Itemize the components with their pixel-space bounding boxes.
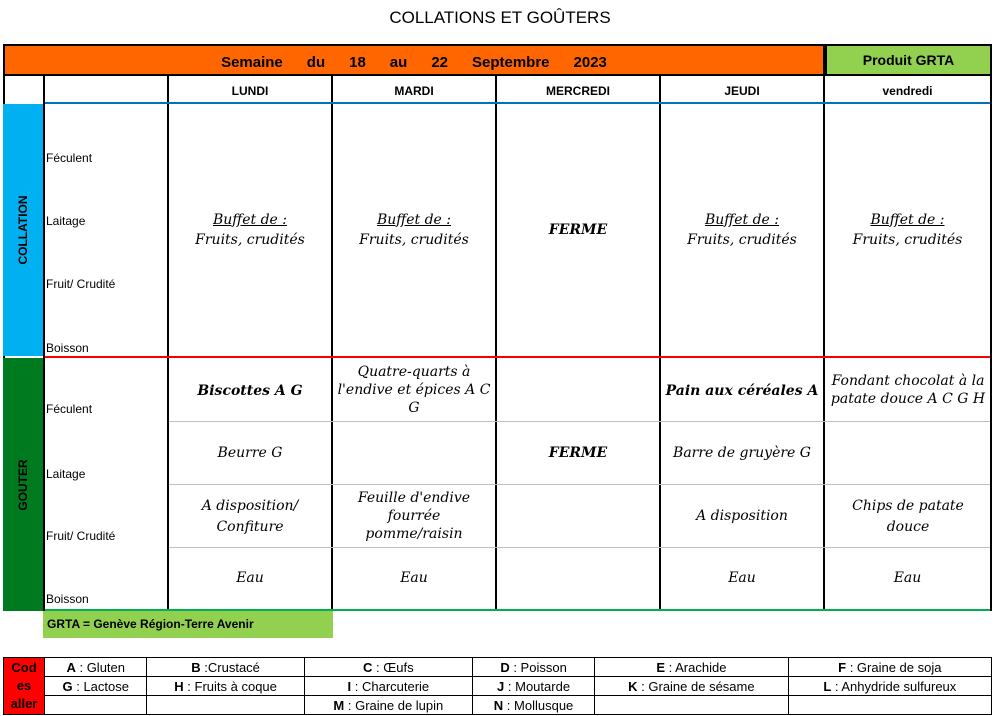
day-header-mercredi: MERCREDI bbox=[545, 84, 610, 98]
gouter-mardi-fruit: Feuille d'endive fourrée pomme/raisin bbox=[357, 489, 471, 543]
allergen-item: C : Œufs bbox=[304, 658, 472, 677]
day-header-lundi: LUNDI bbox=[231, 84, 269, 98]
allergen-item: B :Crustacé bbox=[147, 658, 304, 677]
allergen-legend bbox=[3, 657, 992, 715]
allergen-item: A : Gluten bbox=[45, 658, 147, 677]
collation-label: COLLATION bbox=[16, 195, 30, 265]
gouter-row-fruit: Fruit/ Crudité bbox=[46, 529, 116, 543]
allergen-item: M : Graine de lupin bbox=[304, 696, 472, 715]
day-header-jeudi: JEUDI bbox=[724, 84, 760, 98]
collation-jeudi bbox=[661, 200, 823, 260]
allergen-item: L : Anhydride sulfureux bbox=[788, 677, 991, 696]
buffet-title: Buffet de : bbox=[377, 211, 451, 228]
gouter-vendredi-feculent: Fondant chocolat à la patate douce A C G H bbox=[830, 372, 986, 407]
buffet-title: Buffet de : bbox=[870, 211, 945, 228]
grid-vline bbox=[167, 76, 169, 611]
gouter-jeudi-feculent: Pain aux céréales A bbox=[665, 382, 819, 399]
collation-row-feculent: Féculent bbox=[46, 151, 93, 165]
buffet-title: Buffet de : bbox=[705, 211, 779, 228]
day-header-vendredi: vendredi bbox=[882, 84, 933, 98]
legend-empty-cell bbox=[147, 696, 304, 715]
week-au: au bbox=[389, 54, 408, 71]
gouter-lundi-laitage: Beurre G bbox=[217, 445, 283, 462]
grid-vline bbox=[43, 76, 45, 611]
gouter-jeudi-fruit: A disposition bbox=[696, 508, 788, 525]
row-divider bbox=[169, 484, 990, 485]
week-du: du bbox=[306, 54, 326, 71]
allergen-item: J : Moutarde bbox=[472, 677, 594, 696]
buffet-items: Fruits, crudités bbox=[195, 232, 305, 248]
grid-vline bbox=[495, 76, 497, 611]
gouter-mardi-feculent: Quatre-quarts à l'endive et épices A C G bbox=[337, 363, 491, 417]
week-month: Septembre bbox=[472, 54, 550, 71]
allergen-item: F : Graine de soja bbox=[788, 658, 991, 677]
week-label bbox=[3, 54, 825, 71]
allergen-item: H : Fruits à coque bbox=[147, 677, 304, 696]
week-start-day: 18 bbox=[349, 54, 366, 71]
grta-definition: GRTA = Genève Région-Terre Avenir bbox=[43, 611, 333, 638]
gouter-jeudi-boisson: Eau bbox=[728, 569, 756, 586]
gouter-lundi-feculent: Biscottes A G bbox=[197, 382, 303, 399]
allergen-item: K : Graine de sésame bbox=[595, 677, 788, 696]
week-year: 2023 bbox=[573, 54, 607, 71]
gouter-vendredi-fruit: Chips de patate douce bbox=[852, 498, 964, 535]
gouter-label: GOUTER bbox=[16, 458, 30, 511]
collation-mardi bbox=[333, 200, 495, 260]
gouter-row-boisson: Boisson bbox=[46, 592, 89, 606]
day-header-mardi: MARDI bbox=[394, 84, 434, 98]
gouter-lundi-boisson: Eau bbox=[236, 569, 264, 586]
buffet-items: Fruits, crudités bbox=[359, 232, 469, 248]
week-end-day: 22 bbox=[431, 54, 448, 71]
gouter-mercredi: FERME bbox=[548, 444, 608, 461]
grta-product-header: Produit GRTA bbox=[825, 44, 992, 76]
grid-vline bbox=[823, 76, 825, 611]
allergen-item: G : Lactose bbox=[45, 677, 147, 696]
collation-mercredi: FERME bbox=[548, 221, 608, 238]
allergen-item: D : Poisson bbox=[472, 658, 594, 677]
collation-lundi bbox=[169, 200, 331, 260]
page-title: COLLATIONS ET GOÛTERS bbox=[389, 8, 611, 27]
gouter-jeudi-laitage: Barre de gruyère G bbox=[673, 445, 811, 462]
collation-row-laitage: Laitage bbox=[46, 214, 86, 228]
allergen-item: E : Arachide bbox=[595, 658, 788, 677]
collation-row-boisson: Boisson bbox=[46, 341, 89, 355]
collation-row-fruit: Fruit/ Crudité bbox=[46, 277, 116, 291]
legend-empty-cell bbox=[45, 696, 147, 715]
row-divider bbox=[169, 547, 990, 548]
header-divider bbox=[45, 102, 990, 104]
collation-section bbox=[3, 104, 43, 356]
grid-vline bbox=[331, 76, 333, 611]
week-word: Semaine bbox=[221, 54, 283, 71]
gouter-mardi-boisson: Eau bbox=[400, 569, 428, 586]
buffet-title: Buffet de : bbox=[213, 211, 287, 228]
gouter-lundi-fruit: A disposition/ Confiture bbox=[201, 498, 299, 535]
allergen-item: I : Charcuterie bbox=[304, 677, 472, 696]
gouter-row-feculent: Féculent bbox=[46, 402, 93, 416]
collation-vendredi bbox=[825, 200, 990, 260]
legend-empty-cell bbox=[595, 696, 788, 715]
gouter-row-laitage: Laitage bbox=[46, 467, 86, 481]
allergen-item: N : Mollusque bbox=[472, 696, 594, 715]
legend-empty-cell bbox=[788, 696, 991, 715]
buffet-items: Fruits, crudités bbox=[852, 232, 963, 248]
codes-label: Cod es aller bbox=[4, 658, 45, 715]
gouter-section bbox=[3, 358, 43, 611]
buffet-items: Fruits, crudités bbox=[687, 232, 797, 248]
gouter-vendredi-boisson: Eau bbox=[893, 569, 922, 586]
